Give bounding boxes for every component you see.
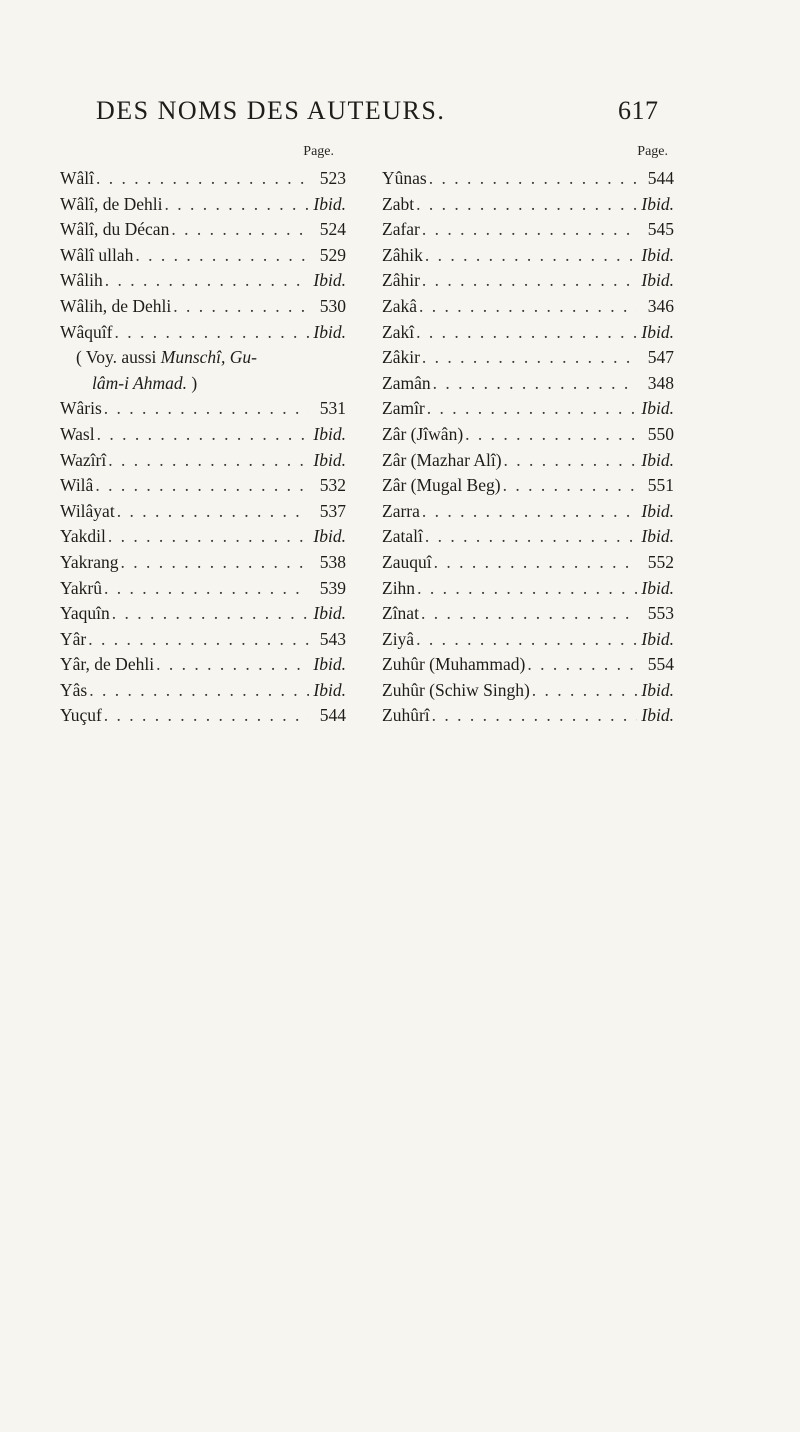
entry-page: Ibid.	[641, 193, 674, 214]
leader-dots	[422, 268, 637, 294]
entry-name: Wâris	[60, 398, 102, 419]
index-entry	[382, 627, 674, 653]
entry-name: Yâr	[60, 628, 87, 649]
index-entry	[382, 473, 674, 499]
leader-dots	[417, 576, 637, 602]
index-entry	[382, 499, 674, 525]
index-entry	[382, 601, 674, 627]
leader-dots	[114, 320, 309, 346]
leader-dots	[88, 627, 309, 653]
index-entry	[382, 524, 674, 550]
note-text: ( Voy. aussi	[76, 347, 161, 368]
entry-name: Zamân	[382, 372, 431, 393]
entry-name: Zâr (Jîwân)	[382, 423, 464, 444]
entry-name: Zuhûr (Muhammad)	[382, 654, 526, 675]
entry-page: Ibid.	[313, 603, 346, 624]
entry-list	[382, 166, 674, 729]
index-entry	[60, 268, 346, 294]
entry-page: Ibid.	[641, 577, 674, 598]
leader-dots	[422, 345, 637, 371]
note-reference: lâm-i Ahmad.	[92, 372, 187, 393]
index-entry	[60, 166, 346, 192]
leader-dots	[465, 422, 637, 448]
entry-page: 545	[647, 219, 674, 240]
entry-page: Ibid.	[641, 321, 674, 342]
leader-dots	[121, 550, 310, 576]
page-label: Page.	[303, 144, 334, 159]
entry-page: 543	[319, 628, 346, 649]
index-entry	[60, 320, 346, 346]
entry-name: Yaquîn	[60, 603, 110, 624]
entry-name: Wâlî	[60, 168, 95, 188]
entry-page: Ibid.	[313, 270, 346, 291]
entry-page: Ibid.	[313, 423, 346, 444]
entry-name: Zabt	[382, 193, 415, 214]
entry-name: Yâs	[60, 679, 88, 700]
entry-page: Ibid.	[313, 679, 346, 700]
entry-name: Zînat	[382, 603, 419, 624]
index-entry	[60, 396, 346, 422]
leader-dots	[419, 294, 637, 320]
index-entry	[382, 371, 674, 397]
leader-dots	[171, 217, 309, 243]
entry-page: Ibid.	[313, 193, 346, 214]
index-entry	[60, 550, 346, 576]
index-entry	[60, 652, 346, 678]
index-entry	[382, 550, 674, 576]
index-entry	[382, 294, 674, 320]
index-entry	[60, 627, 346, 653]
column-header-left	[60, 144, 346, 166]
entry-name: Wâlî ullah	[60, 244, 134, 265]
leader-dots	[434, 550, 637, 576]
index-entry	[382, 268, 674, 294]
leader-dots	[108, 448, 309, 474]
leader-dots	[416, 320, 637, 346]
entry-name: Zafar	[382, 219, 420, 240]
entry-list	[60, 396, 346, 729]
entry-page: 523	[319, 168, 346, 188]
entry-page: Ibid.	[313, 321, 346, 342]
leader-dots	[95, 473, 309, 499]
index-entry	[382, 166, 674, 192]
index-entry	[382, 576, 674, 602]
index-column-right	[382, 144, 674, 729]
leader-dots	[104, 576, 309, 602]
index-entry	[382, 448, 674, 474]
entry-page: 529	[319, 244, 346, 265]
entry-name: Wâlî, de Dehli	[60, 193, 163, 214]
entry-name: Zamîr	[382, 398, 425, 419]
leader-dots	[425, 243, 637, 269]
entry-page: Ibid.	[641, 705, 674, 726]
entry-page: Ibid.	[641, 679, 674, 700]
entry-page: Ibid.	[641, 244, 674, 265]
entry-name: Zâhik	[382, 244, 423, 265]
entry-page: 346	[647, 295, 674, 316]
entry-name: Wazîrî	[60, 449, 107, 470]
index-entry	[60, 422, 346, 448]
leader-dots	[427, 396, 637, 422]
index-entry	[382, 678, 674, 704]
index-entry	[60, 601, 346, 627]
entry-name: Zakâ	[382, 295, 417, 316]
leader-dots	[532, 678, 637, 704]
entry-page: 544	[319, 705, 346, 726]
entry-page: Ibid.	[641, 526, 674, 547]
entry-name: Zâkir	[382, 347, 420, 368]
cross-reference-note-line-1	[60, 345, 346, 371]
index-entry	[60, 243, 346, 269]
entry-name: Zâr (Mazhar Alî)	[382, 449, 502, 470]
entry-name: Wâquîf	[60, 321, 113, 342]
entry-page: 547	[647, 347, 674, 368]
entry-name: Yûnas	[382, 168, 427, 188]
leader-dots	[105, 268, 309, 294]
entry-page: 554	[647, 654, 674, 675]
index-entry	[382, 320, 674, 346]
running-title: DES NOMS DES AUTEURS.	[96, 96, 446, 125]
leader-dots	[104, 703, 309, 729]
leader-dots	[135, 243, 309, 269]
index-entry	[382, 345, 674, 371]
cross-reference-note-line-2	[60, 371, 346, 397]
entry-page: Ibid.	[313, 654, 346, 675]
entry-page: Ibid.	[641, 270, 674, 291]
entry-name: Zarra	[382, 500, 420, 521]
leader-dots	[422, 217, 637, 243]
index-entry	[60, 499, 346, 525]
entry-name: Wâlî, du Décan	[60, 219, 170, 240]
leader-dots	[422, 499, 637, 525]
index-entry	[382, 652, 674, 678]
leader-dots	[96, 166, 309, 192]
entry-page: 551	[647, 475, 674, 496]
leader-dots	[165, 192, 309, 218]
entry-page: Ibid.	[641, 398, 674, 419]
entry-name: Wâlih, de Dehli	[60, 295, 172, 316]
index-entry	[60, 192, 346, 218]
entry-page: 537	[319, 500, 346, 521]
page-number: 617	[618, 96, 659, 125]
index-entry	[60, 294, 346, 320]
note-text: )	[186, 372, 198, 393]
entry-name: Yâr, de Dehli	[60, 654, 155, 675]
entry-name: Zuhûrî	[382, 705, 430, 726]
entry-page: Ibid.	[641, 500, 674, 521]
index-entry	[382, 422, 674, 448]
index-entry	[382, 192, 674, 218]
leader-dots	[112, 601, 309, 627]
entry-page: Ibid.	[313, 449, 346, 470]
entry-list	[60, 166, 346, 345]
entry-page: 538	[319, 551, 346, 572]
entry-name: Yuçuf	[60, 705, 102, 726]
index-entry	[60, 217, 346, 243]
entry-page: 348	[647, 372, 674, 393]
leader-dots	[504, 448, 637, 474]
entry-name: Yakrang	[60, 551, 119, 572]
leader-dots	[425, 524, 637, 550]
entry-name: Zihn	[382, 577, 416, 598]
entry-name: Wâlih	[60, 270, 103, 291]
entry-name: Zâhir	[382, 270, 420, 291]
index-entry	[382, 243, 674, 269]
leader-dots	[416, 192, 637, 218]
entry-page: 531	[319, 398, 346, 419]
leader-dots	[173, 294, 309, 320]
entry-page: Ibid.	[641, 449, 674, 470]
leader-dots	[429, 166, 637, 192]
entry-name: Yakrû	[60, 577, 102, 598]
index-entry	[60, 703, 346, 729]
entry-name: Ziyâ	[382, 628, 415, 649]
entry-page: 552	[647, 551, 674, 572]
note-reference: Munschî, Gu-	[160, 347, 257, 368]
entry-page: 544	[647, 168, 674, 188]
index-entry	[382, 703, 674, 729]
leader-dots	[117, 499, 309, 525]
entry-name: Yakdil	[60, 526, 106, 547]
entry-page: 550	[647, 423, 674, 444]
index-entry	[60, 448, 346, 474]
entry-page: Ibid.	[313, 526, 346, 547]
entry-page: Ibid.	[641, 628, 674, 649]
entry-name: Zuhûr (Schiw Singh)	[382, 679, 530, 700]
leader-dots	[104, 396, 309, 422]
entry-page: 539	[319, 577, 346, 598]
leader-dots	[416, 627, 637, 653]
entry-name: Zakî	[382, 321, 415, 342]
entry-name: Zatalî	[382, 526, 423, 547]
leader-dots	[527, 652, 637, 678]
leader-dots	[433, 371, 637, 397]
index-entry	[382, 396, 674, 422]
page-label: Page.	[637, 144, 668, 159]
entry-name: Zâr (Mugal Beg)	[382, 475, 501, 496]
index-entry	[60, 576, 346, 602]
leader-dots	[97, 422, 309, 448]
index-entry	[60, 473, 346, 499]
page-header	[0, 96, 800, 136]
entry-name: Wasl	[60, 423, 95, 444]
index-entry	[60, 678, 346, 704]
index-column-left	[60, 144, 346, 729]
entry-name: Zauquî	[382, 551, 432, 572]
leader-dots	[503, 473, 637, 499]
leader-dots	[421, 601, 637, 627]
entry-name: Wilâ	[60, 475, 94, 496]
leader-dots	[156, 652, 309, 678]
column-header-right	[382, 144, 674, 166]
index-entry	[382, 217, 674, 243]
entry-page: 532	[319, 475, 346, 496]
entry-page: 530	[319, 295, 346, 316]
leader-dots	[432, 703, 637, 729]
index-entry	[60, 524, 346, 550]
entry-page: 553	[647, 603, 674, 624]
leader-dots	[108, 524, 309, 550]
entry-page: 524	[319, 219, 346, 240]
entry-name: Wilâyat	[60, 500, 115, 521]
leader-dots	[89, 678, 309, 704]
